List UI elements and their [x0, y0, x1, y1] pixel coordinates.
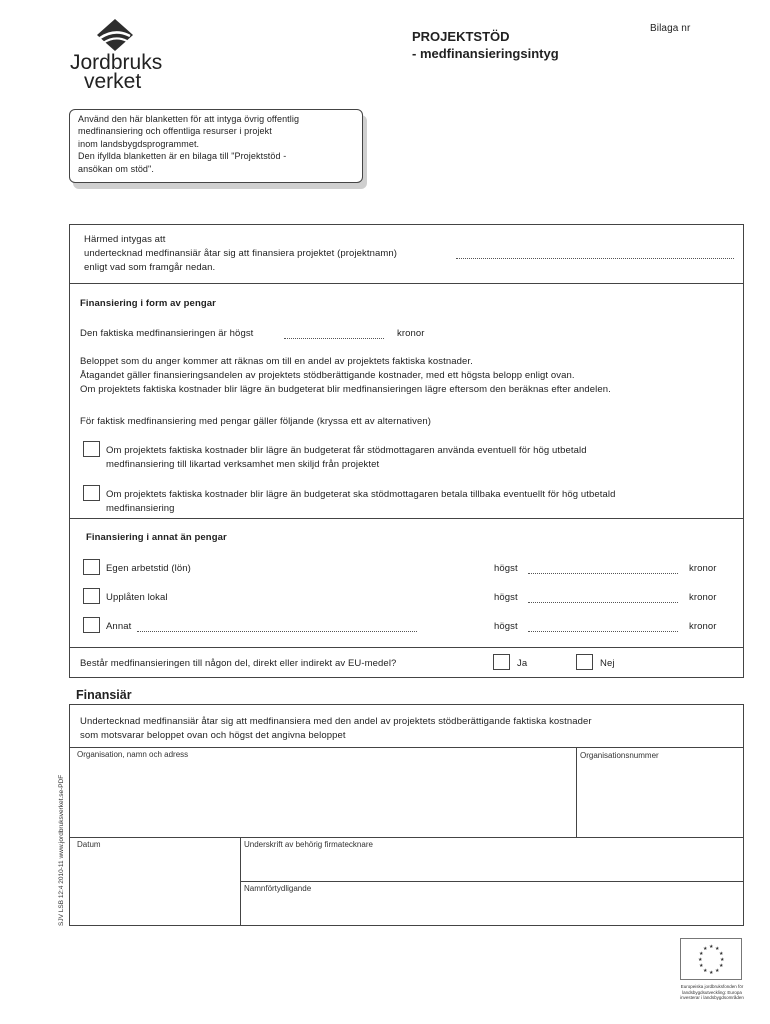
- divider: [240, 881, 744, 882]
- other-checkbox[interactable]: [83, 617, 100, 633]
- premises-max: högst: [494, 592, 518, 603]
- intro-line: Använd den här blanketten för att intyga övrig offentlig: [78, 114, 300, 124]
- other-unit: kronor: [689, 621, 717, 632]
- project-name-field[interactable]: [456, 258, 734, 259]
- certify-line2: undertecknad medfinansiär åtar sig att finansiera projektet (projektnamn): [84, 248, 398, 259]
- premises-unit: kronor: [689, 592, 717, 603]
- page-title: PROJEKTSTÖD: [412, 29, 510, 44]
- other-max: högst: [494, 621, 518, 632]
- logo-diamond-icon: [96, 18, 134, 52]
- option1-checkbox[interactable]: [83, 441, 100, 457]
- divider: [69, 747, 744, 748]
- premises-checkbox[interactable]: [83, 588, 100, 604]
- eu-caption-line: investerar i landsbygdsområden: [680, 995, 744, 1000]
- own-work-checkbox[interactable]: [83, 559, 100, 575]
- premises-label: Upplåten lokal: [106, 592, 168, 603]
- other-amount-field[interactable]: [528, 631, 678, 632]
- max-financing-text: Den faktiska medfinansieringen är högst: [80, 328, 254, 339]
- divider: [69, 647, 744, 648]
- money-paragraph-line: Om projektets faktiska kostnader blir lägre än budgeterat blir medfinansieringen lägre eftersom den beräknas efter andelen.: [80, 384, 611, 395]
- financier-heading: Finansiär: [76, 688, 132, 702]
- svg-text:★: ★: [709, 944, 714, 950]
- svg-text:★: ★: [715, 968, 720, 974]
- orgnr-field[interactable]: [578, 762, 743, 836]
- money-paragraph-line: Åtagandet gäller finansieringsandelen av projektets stödberättigande kostnader, med ett högsta belopp enligt ovan.: [80, 370, 575, 381]
- name-label: Namnförtydligande: [244, 884, 312, 893]
- eu-question: Består medfinansieringen till någon del, direkt eller indirekt av EU-medel?: [80, 658, 397, 669]
- option2-text: medfinansiering: [106, 503, 175, 514]
- eu-flag: [680, 938, 742, 980]
- money-paragraph-line: Beloppet som du anger kommer att räknas om till en andel av projektets faktiska kostnader.: [80, 356, 473, 367]
- svg-text:★: ★: [698, 957, 703, 963]
- svg-text:★: ★: [715, 946, 720, 952]
- option2-text: Om projektets faktiska kostnader blir lägre än budgeterat ska stödmottagaren betala tillbaka eventuellt för hög utbetald: [106, 489, 616, 500]
- other-heading: Finansiering i annat än pengar: [86, 532, 227, 543]
- option1-text: medfinansiering till likartad verksamhet men skiljd från projektet: [106, 459, 380, 470]
- svg-text:★: ★: [719, 951, 724, 957]
- option1-text: Om projektets faktiska kostnader blir lägre än budgeterat får stödmottagaren använda eventuell för hög utbetald: [106, 445, 587, 456]
- attachment-label: Bilaga nr: [650, 23, 691, 34]
- certify-line1: Härmed intygas att: [84, 234, 166, 245]
- svg-text:★: ★: [703, 946, 708, 952]
- intro-line: Den ifyllda blanketten är en bilaga till "Projektstöd -: [78, 151, 287, 162]
- date-field[interactable]: [70, 851, 239, 925]
- svg-text:★: ★: [699, 951, 704, 957]
- divider: [576, 747, 577, 837]
- intro-line: ansökan om stöd".: [78, 163, 154, 174]
- date-label: Datum: [77, 840, 101, 849]
- logo-text-line2: verket: [84, 70, 142, 93]
- choose-text: För faktisk medfinansiering med pengar gäller följande (kryssa ett av alternativen): [80, 416, 431, 427]
- intro-line: inom landsbygdsprogrammet.: [78, 138, 200, 149]
- svg-text:★: ★: [720, 957, 725, 963]
- other-description-field[interactable]: [137, 631, 417, 632]
- financier-text2: som motsvarar beloppet ovan och högst det angivna beloppet: [80, 730, 346, 741]
- org-label: Organisation, namn och adress: [77, 750, 189, 759]
- money-heading: Finansiering i form av pengar: [80, 298, 216, 309]
- intro-box: [69, 109, 363, 183]
- divider: [69, 518, 744, 519]
- orgnr-label: Organisationsnummer: [580, 751, 659, 760]
- max-financing-unit: kronor: [397, 328, 425, 339]
- own-work-amount-field[interactable]: [528, 573, 678, 574]
- svg-text:★: ★: [709, 970, 714, 976]
- signature-field[interactable]: [242, 851, 743, 881]
- svg-text:★: ★: [719, 963, 724, 969]
- name-field[interactable]: [242, 895, 743, 925]
- divider: [69, 283, 744, 284]
- own-work-label: Egen arbetstid (lön): [106, 563, 191, 574]
- svg-text:★: ★: [699, 963, 704, 969]
- max-financing-field[interactable]: [284, 338, 384, 339]
- eu-no-checkbox[interactable]: [576, 654, 593, 670]
- org-field[interactable]: [70, 762, 575, 836]
- logo: [66, 18, 176, 96]
- form-code-side-text: SJV LSB 12:4 2010-11 www.jordbruksverket.se-PDF: [58, 774, 65, 926]
- page-subtitle: - medfinansieringsintyg: [412, 46, 559, 61]
- premises-amount-field[interactable]: [528, 602, 678, 603]
- financier-text1: Undertecknad medfinansiär åtar sig att medfinansiera med den andel av projektets stödberättigande faktiska kostnader: [80, 716, 592, 727]
- eu-yes-checkbox[interactable]: [493, 654, 510, 670]
- svg-text:★: ★: [703, 968, 708, 974]
- own-work-max: högst: [494, 563, 518, 574]
- eu-no-label: Nej: [600, 658, 615, 669]
- certify-line3: enligt vad som framgår nedan.: [84, 262, 216, 273]
- own-work-unit: kronor: [689, 563, 717, 574]
- signature-label: Underskrift av behörig firmatecknare: [244, 840, 373, 849]
- intro-line: medfinansiering och offentliga resurser i projekt: [78, 126, 272, 137]
- other-label: Annat: [106, 621, 132, 632]
- eu-caption-line: landsbygdsutveckling: Europa: [682, 989, 742, 995]
- divider: [69, 837, 744, 838]
- eu-stars-icon: [681, 939, 741, 979]
- eu-caption-line: Europeiska jordbruksfonden för: [680, 984, 744, 989]
- option2-checkbox[interactable]: [83, 485, 100, 501]
- eu-yes-label: Ja: [517, 658, 528, 669]
- eu-caption: [672, 984, 752, 1001]
- logo-text-line1: Jordbruks: [70, 51, 163, 74]
